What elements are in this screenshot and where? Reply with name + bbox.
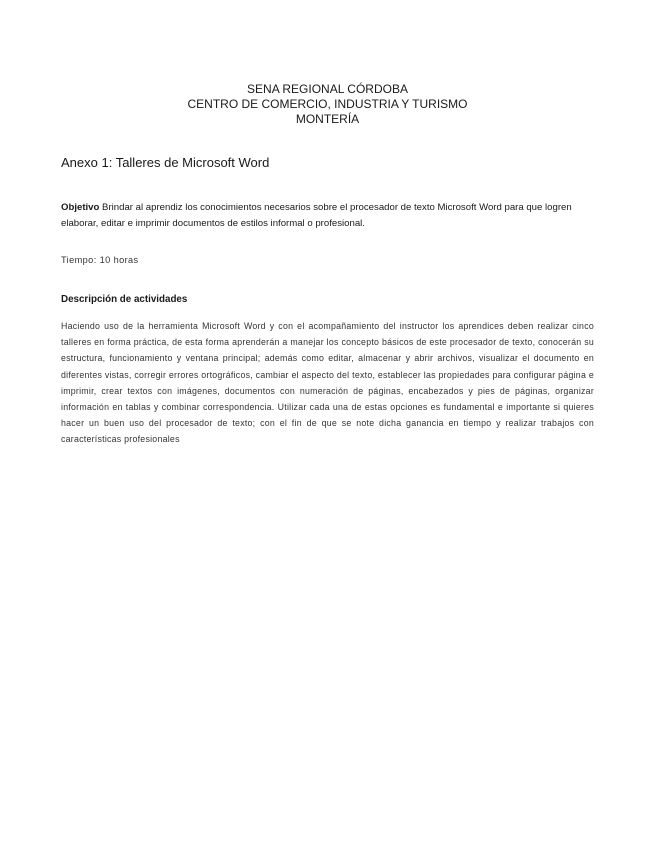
objective-text: Brindar al aprendiz los conocimientos necesarios sobre el procesador de texto Microsoft Word para que logren elaborar, editar e imprimir documentos de estilos informal o profesional. (61, 202, 572, 229)
document-header (0, 82, 655, 127)
header-city: MONTERÍA (295, 112, 360, 126)
objective-label: Objetivo (61, 202, 100, 213)
description-body: Haciendo uso de la herramienta Microsoft Word y con el acompañamiento del instructor los aprendices deben realizar cinco talleres en forma práctica, de esta forma aprenderán a manejar los concepto básicos de este procesador de texto, conocerán su estructura, funcionamiento y ventana principal; además como editar, almacenar y abrir archivos, visualizar el documento en diferentes vistas, corregir errores ortográficos, cambiar el aspecto del texto, establecer las propiedades para configurar página e imprimir, crear textos con imágenes, documentos con numeración de páginas, encabezados y pies de páginas, organizar información en tablas y combinar correspondencia. Utilizar cada una de estas opciones es fundamental e importante si quieres hacer un buen uso del procesador de texto; con el fin de que se note dicha ganancia en tiempo y realizar trabajos con características profesionales (61, 321, 594, 445)
duration-text: Tiempo: 10 horas (61, 255, 139, 265)
header-center: CENTRO DE COMERCIO, INDUSTRIA Y TURISMO (187, 97, 468, 111)
objective-paragraph (61, 200, 601, 232)
annex-title: Anexo 1: Talleres de Microsoft Word (61, 155, 270, 170)
description-heading: Descripción de actividades (61, 294, 188, 305)
header-institution: SENA REGIONAL CÓRDOBA (247, 82, 408, 96)
